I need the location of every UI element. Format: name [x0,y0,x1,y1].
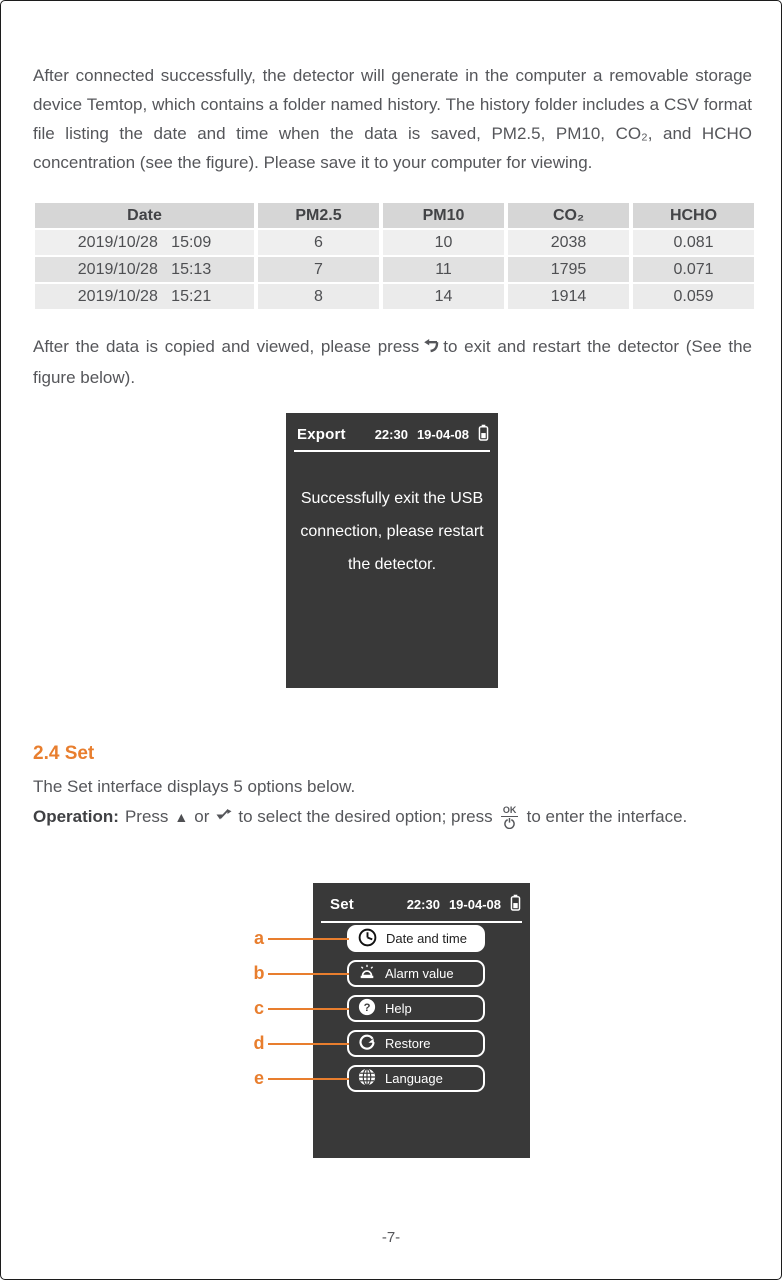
operation-text-select: to select the desired option; press [238,807,493,826]
status-time: 22:30 [406,896,440,912]
page-number: -7- [381,1229,401,1246]
exit-paragraph [33,332,752,392]
export-screen-title: Export [297,425,346,443]
export-screen-figure [286,413,498,688]
callout-line-d [268,1043,349,1045]
cell-date: 2019/10/28 15:21 [35,284,254,309]
menu-item-alarm-value [347,960,485,987]
col-header-date: Date [35,203,254,228]
operation-text-press: Press [124,807,169,826]
cell-hcho: 0.071 [633,257,754,282]
restore-icon [358,1033,376,1054]
col-header-pm10: PM10 [383,203,504,228]
export-screen-message [286,482,498,581]
screen-header-divider [321,921,522,923]
menu-item-label: Date and time [386,931,467,946]
up-arrow-icon: ▲ [174,809,189,825]
callout-label-c: c [253,998,264,1018]
menu-item-label: Language [385,1071,443,1086]
menu-item-date-and-time [347,925,485,952]
backlight-down-icon [215,807,232,828]
callout-line-e [268,1078,349,1080]
svg-text:?: ? [363,1001,371,1014]
ok-label: OK [502,805,517,815]
operation-label: Operation: [33,807,119,826]
status-date: 19-04-08 [448,896,501,912]
table-row [35,257,754,282]
set-screen-header [313,883,530,914]
cell-pm10: 14 [383,284,504,309]
cell-date: 2019/10/28 15:09 [35,230,254,255]
screen-header-divider [294,450,490,452]
callout-label-e: e [253,1068,264,1088]
status-date: 19-04-08 [416,426,469,442]
status-time: 22:30 [374,426,408,442]
history-data-table [31,201,758,311]
message-line: Successfully exit the USB [300,490,484,507]
set-screen-figure [313,883,530,1158]
exit-paragraph-after: to exit and restart the detector (See the figure below). [33,337,752,387]
clock-icon [358,928,377,950]
cell-hcho: 0.081 [633,230,754,255]
menu-item-help [347,995,485,1022]
cell-pm25: 8 [258,284,379,309]
operation-text-enter: to enter the interface. [526,807,688,826]
alarm-icon [358,963,376,984]
battery-icon [510,894,521,914]
table-row [35,230,754,255]
cell-co2: 2038 [508,230,629,255]
menu-item-language [347,1065,485,1092]
callout-label-a: a [253,928,264,948]
battery-icon [478,424,489,444]
col-header-co2: CO₂ [508,203,629,228]
message-line: connection, please restart [300,523,484,540]
cell-pm10: 11 [383,257,504,282]
back-arrow-icon [423,334,439,363]
callout-line-c [268,1008,349,1010]
cell-date: 2019/10/28 15:13 [35,257,254,282]
cell-hcho: 0.059 [633,284,754,309]
cell-co2: 1795 [508,257,629,282]
ok-power-button-icon [499,805,521,829]
help-icon [358,998,376,1019]
callout-line-b [268,973,349,975]
cell-co2: 1914 [508,284,629,309]
menu-item-label: Restore [385,1036,431,1051]
export-screen-header [286,413,498,444]
callout-label-d: d [253,1033,265,1053]
set-screen-title: Set [330,895,354,913]
callout-label-b: b [253,963,265,983]
menu-item-label: Help [385,1001,412,1016]
menu-item-label: Alarm value [385,966,454,981]
cell-pm10: 10 [383,230,504,255]
operation-line [33,799,752,835]
table-header-row [35,203,754,228]
intro-paragraph: After connected successfully, the detector will generate in the computer a removable storage device Temtop, which contains a folder named history. The history folder includes a CSV format file listing the date and time when the data is saved, PM2.5, PM10, CO₂, and HCHO concentration (see the figure). Please save it to your computer for viewing. [33,66,752,172]
operation-text-or: or [194,807,210,826]
set-section-intro: The Set interface displays 5 options below. [33,777,356,796]
callout-line-a [268,938,349,940]
exit-paragraph-before: After the data is copied and viewed, please press [33,337,420,356]
section-heading-set: 2.4 Set [33,743,95,764]
cell-pm25: 6 [258,230,379,255]
cell-pm25: 7 [258,257,379,282]
globe-icon [358,1068,376,1089]
menu-item-restore [347,1030,485,1057]
message-line: the detector. [347,556,437,573]
table-row [35,284,754,309]
col-header-pm25: PM2.5 [258,203,379,228]
col-header-hcho: HCHO [633,203,754,228]
